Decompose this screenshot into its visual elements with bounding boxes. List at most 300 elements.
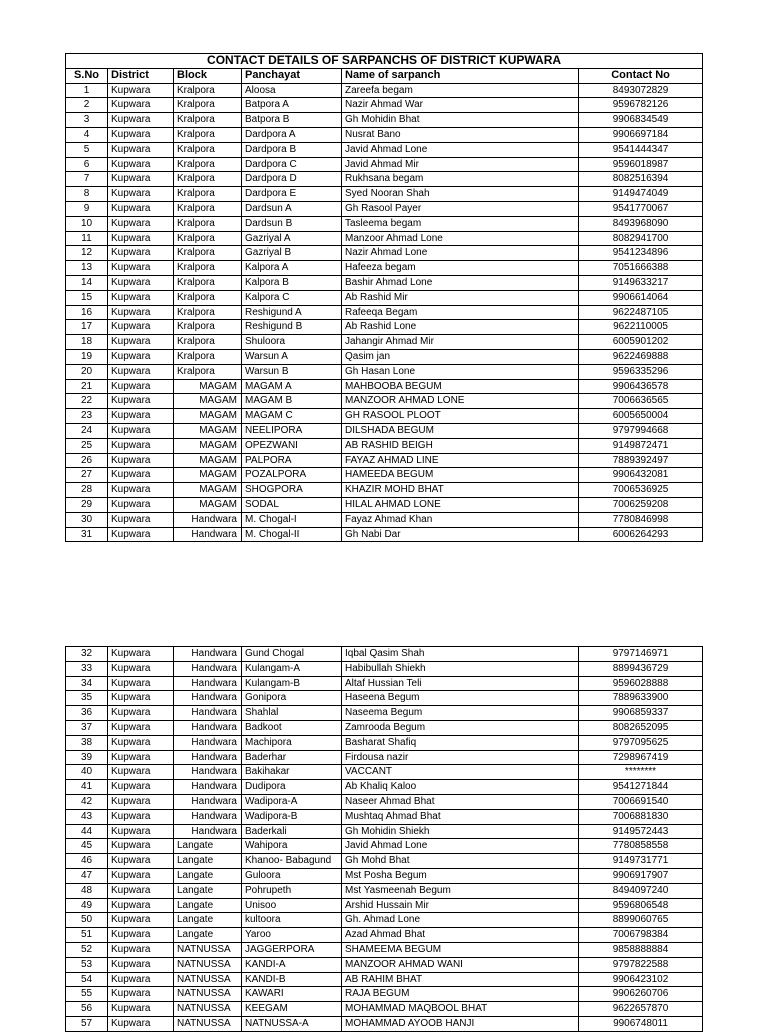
cell-contact: 9906748011 <box>579 1016 703 1031</box>
table-row <box>66 468 703 483</box>
cell-panchayat: Dardpora A <box>242 127 342 142</box>
cell-block: MAGAM <box>174 483 242 498</box>
cell-block: Handwara <box>174 676 242 691</box>
cell-sarpanch-name: Gh. Ahmad Lone <box>342 913 579 928</box>
cell-panchayat: Gonipora <box>242 691 342 706</box>
cell-contact: 7006798384 <box>579 928 703 943</box>
cell-contact: 8082516394 <box>579 172 703 187</box>
cell-block: Langate <box>174 854 242 869</box>
cell-sno: 35 <box>66 691 108 706</box>
cell-contact: 9149474049 <box>579 187 703 202</box>
cell-contact: 9622469888 <box>579 349 703 364</box>
cell-contact: 9622487105 <box>579 305 703 320</box>
cell-contact: 9596018987 <box>579 157 703 172</box>
cell-panchayat: Batpora B <box>242 113 342 128</box>
cell-sno: 10 <box>66 216 108 231</box>
table-row <box>66 483 703 498</box>
cell-panchayat: Pohrupeth <box>242 883 342 898</box>
cell-block: Langate <box>174 839 242 854</box>
cell-block: Kralpora <box>174 113 242 128</box>
cell-block: Handwara <box>174 647 242 662</box>
cell-sarpanch-name: MANZOOR AHMAD WANI <box>342 957 579 972</box>
cell-block: Kralpora <box>174 290 242 305</box>
cell-district: Kupwara <box>108 335 174 350</box>
cell-contact: 9906614064 <box>579 290 703 305</box>
cell-panchayat: KEEGAM <box>242 1002 342 1017</box>
table-row <box>66 246 703 261</box>
cell-district: Kupwara <box>108 1016 174 1031</box>
cell-sno: 3 <box>66 113 108 128</box>
table-row <box>66 157 703 172</box>
cell-sarpanch-name: Azad Ahmad Bhat <box>342 928 579 943</box>
cell-contact: 6006264293 <box>579 527 703 542</box>
cell-contact: 9149633217 <box>579 275 703 290</box>
cell-sarpanch-name: Zamrooda Begum <box>342 720 579 735</box>
cell-district: Kupwara <box>108 972 174 987</box>
cell-sno: 28 <box>66 483 108 498</box>
cell-sarpanch-name: Gh Mohidin Shiekh <box>342 824 579 839</box>
table-row <box>66 142 703 157</box>
cell-district: Kupwara <box>108 261 174 276</box>
cell-sarpanch-name: HAMEEDA BEGUM <box>342 468 579 483</box>
cell-district: Kupwara <box>108 453 174 468</box>
cell-block: Kralpora <box>174 201 242 216</box>
cell-block: Kralpora <box>174 320 242 335</box>
cell-district: Kupwara <box>108 898 174 913</box>
cell-sno: 38 <box>66 735 108 750</box>
cell-district: Kupwara <box>108 839 174 854</box>
cell-sarpanch-name: Altaf Hussian Teli <box>342 676 579 691</box>
cell-panchayat: Dardpora E <box>242 187 342 202</box>
cell-district: Kupwara <box>108 794 174 809</box>
cell-sno: 47 <box>66 868 108 883</box>
cell-panchayat: KANDI-B <box>242 972 342 987</box>
cell-contact: 8494097240 <box>579 883 703 898</box>
cell-contact: 9541271844 <box>579 780 703 795</box>
header-block: Block <box>174 68 242 83</box>
cell-district: Kupwara <box>108 409 174 424</box>
cell-district: Kupwara <box>108 661 174 676</box>
cell-block: Handwara <box>174 750 242 765</box>
cell-block: MAGAM <box>174 409 242 424</box>
cell-sarpanch-name: Gh Mohd Bhat <box>342 854 579 869</box>
cell-sno: 39 <box>66 750 108 765</box>
table-row <box>66 750 703 765</box>
cell-contact: 9149872471 <box>579 438 703 453</box>
cell-panchayat: JAGGERPORA <box>242 942 342 957</box>
cell-contact: 7006536925 <box>579 483 703 498</box>
cell-panchayat: kultoora <box>242 913 342 928</box>
cell-contact: 7889392497 <box>579 453 703 468</box>
cell-sarpanch-name: Javid Ahmad Lone <box>342 142 579 157</box>
cell-sno: 50 <box>66 913 108 928</box>
cell-sno: 25 <box>66 438 108 453</box>
header-row <box>66 68 703 83</box>
cell-sno: 40 <box>66 765 108 780</box>
cell-block: MAGAM <box>174 379 242 394</box>
cell-sno: 46 <box>66 854 108 869</box>
cell-sno: 51 <box>66 928 108 943</box>
cell-contact: 9906423102 <box>579 972 703 987</box>
cell-sarpanch-name: Ab Rashid Lone <box>342 320 579 335</box>
cell-sno: 16 <box>66 305 108 320</box>
cell-sno: 34 <box>66 676 108 691</box>
cell-contact: 9906436578 <box>579 379 703 394</box>
cell-contact: 8082941700 <box>579 231 703 246</box>
table-row <box>66 438 703 453</box>
cell-block: Kralpora <box>174 364 242 379</box>
table-row <box>66 957 703 972</box>
cell-sno: 8 <box>66 187 108 202</box>
cell-district: Kupwara <box>108 1002 174 1017</box>
cell-sarpanch-name: Qasim jan <box>342 349 579 364</box>
cell-contact: 9596806548 <box>579 898 703 913</box>
header-panchayat: Panchayat <box>242 68 342 83</box>
cell-block: Handwara <box>174 780 242 795</box>
cell-contact: 8899060765 <box>579 913 703 928</box>
cell-panchayat: Gund Chogal <box>242 647 342 662</box>
cell-sarpanch-name: Javid Ahmad Lone <box>342 839 579 854</box>
cell-sno: 27 <box>66 468 108 483</box>
cell-contact: 7006881830 <box>579 809 703 824</box>
table-row <box>66 883 703 898</box>
cell-panchayat: Reshigund B <box>242 320 342 335</box>
cell-block: Handwara <box>174 661 242 676</box>
table-row <box>66 290 703 305</box>
cell-sarpanch-name: RAJA BEGUM <box>342 987 579 1002</box>
cell-panchayat: Batpora A <box>242 98 342 113</box>
table-row <box>66 527 703 542</box>
cell-panchayat: NATNUSSA-A <box>242 1016 342 1031</box>
table-row <box>66 647 703 662</box>
cell-district: Kupwara <box>108 854 174 869</box>
table-row <box>66 706 703 721</box>
cell-sno: 29 <box>66 497 108 512</box>
cell-district: Kupwara <box>108 231 174 246</box>
cell-sno: 43 <box>66 809 108 824</box>
cell-district: Kupwara <box>108 187 174 202</box>
cell-sarpanch-name: MANZOOR AHMAD LONE <box>342 394 579 409</box>
table-row <box>66 794 703 809</box>
cell-sarpanch-name: Fayaz Ahmad Khan <box>342 512 579 527</box>
cell-district: Kupwara <box>108 423 174 438</box>
cell-district: Kupwara <box>108 216 174 231</box>
cell-sno: 11 <box>66 231 108 246</box>
cell-district: Kupwara <box>108 676 174 691</box>
cell-sarpanch-name: Ab Khaliq Kaloo <box>342 780 579 795</box>
cell-district: Kupwara <box>108 942 174 957</box>
cell-district: Kupwara <box>108 512 174 527</box>
cell-sarpanch-name: Haseena Begum <box>342 691 579 706</box>
cell-sarpanch-name: Ab Rashid Mir <box>342 290 579 305</box>
cell-district: Kupwara <box>108 735 174 750</box>
table-row <box>66 98 703 113</box>
cell-panchayat: POZALPORA <box>242 468 342 483</box>
cell-sno: 7 <box>66 172 108 187</box>
table-row <box>66 512 703 527</box>
table-row <box>66 735 703 750</box>
cell-panchayat: Bakihakar <box>242 765 342 780</box>
cell-district: Kupwara <box>108 987 174 1002</box>
cell-sno: 13 <box>66 261 108 276</box>
cell-district: Kupwara <box>108 290 174 305</box>
cell-block: Kralpora <box>174 261 242 276</box>
cell-sno: 33 <box>66 661 108 676</box>
cell-sarpanch-name: FAYAZ AHMAD LINE <box>342 453 579 468</box>
cell-sarpanch-name: HILAL AHMAD LONE <box>342 497 579 512</box>
cell-district: Kupwara <box>108 868 174 883</box>
cell-sarpanch-name: Nazir Ahmad War <box>342 98 579 113</box>
cell-block: NATNUSSA <box>174 972 242 987</box>
cell-sarpanch-name: Naseema Begum <box>342 706 579 721</box>
cell-sarpanch-name: Manzoor Ahmad Lone <box>342 231 579 246</box>
cell-district: Kupwara <box>108 720 174 735</box>
cell-sno: 15 <box>66 290 108 305</box>
cell-contact: 7006691540 <box>579 794 703 809</box>
cell-panchayat: Guloora <box>242 868 342 883</box>
cell-panchayat: Gazriyal B <box>242 246 342 261</box>
cell-district: Kupwara <box>108 157 174 172</box>
cell-sno: 1 <box>66 83 108 98</box>
header-sno: S.No <box>66 68 108 83</box>
cell-sarpanch-name: Gh Rasool Payer <box>342 201 579 216</box>
cell-sno: 5 <box>66 142 108 157</box>
cell-block: Kralpora <box>174 335 242 350</box>
cell-panchayat: MAGAM A <box>242 379 342 394</box>
cell-district: Kupwara <box>108 957 174 972</box>
table-row <box>66 453 703 468</box>
table-row <box>66 231 703 246</box>
cell-sarpanch-name: Tasleema begam <box>342 216 579 231</box>
cell-contact: 9596028888 <box>579 676 703 691</box>
cell-contact: 7006259208 <box>579 497 703 512</box>
cell-panchayat: Gazriyal A <box>242 231 342 246</box>
cell-sarpanch-name: Syed Nooran Shah <box>342 187 579 202</box>
cell-block: Kralpora <box>174 231 242 246</box>
cell-contact: 9906697184 <box>579 127 703 142</box>
cell-contact: 9149572443 <box>579 824 703 839</box>
cell-sarpanch-name: Nusrat Bano <box>342 127 579 142</box>
cell-panchayat: M. Chogal-I <box>242 512 342 527</box>
cell-panchayat: Badkoot <box>242 720 342 735</box>
cell-contact: 9797146971 <box>579 647 703 662</box>
cell-panchayat: Wadipora-A <box>242 794 342 809</box>
cell-panchayat: Dudipora <box>242 780 342 795</box>
cell-block: NATNUSSA <box>174 942 242 957</box>
cell-block: MAGAM <box>174 497 242 512</box>
table-row <box>66 320 703 335</box>
cell-block: NATNUSSA <box>174 1002 242 1017</box>
cell-sarpanch-name: Javid Ahmad Mir <box>342 157 579 172</box>
cell-sno: 22 <box>66 394 108 409</box>
cell-district: Kupwara <box>108 83 174 98</box>
cell-district: Kupwara <box>108 305 174 320</box>
cell-panchayat: Wadipora-B <box>242 809 342 824</box>
cell-sno: 6 <box>66 157 108 172</box>
cell-sno: 17 <box>66 320 108 335</box>
cell-panchayat: Baderkali <box>242 824 342 839</box>
cell-sno: 32 <box>66 647 108 662</box>
cell-contact: 9541444347 <box>579 142 703 157</box>
cell-panchayat: OPEZWANI <box>242 438 342 453</box>
cell-sarpanch-name: Zareefa begam <box>342 83 579 98</box>
cell-district: Kupwara <box>108 765 174 780</box>
cell-contact: 9149731771 <box>579 854 703 869</box>
cell-sarpanch-name: Bashir Ahmad Lone <box>342 275 579 290</box>
cell-sarpanch-name: DILSHADA BEGUM <box>342 423 579 438</box>
cell-sno: 20 <box>66 364 108 379</box>
cell-block: Handwara <box>174 735 242 750</box>
table-row <box>66 423 703 438</box>
cell-panchayat: PALPORA <box>242 453 342 468</box>
table-row <box>66 898 703 913</box>
sarpanch-table-part1 <box>65 53 703 542</box>
cell-sarpanch-name: Rafeeqa Begam <box>342 305 579 320</box>
table-row <box>66 305 703 320</box>
table-row <box>66 187 703 202</box>
cell-panchayat: Dardsun A <box>242 201 342 216</box>
cell-contact: 9596782126 <box>579 98 703 113</box>
cell-district: Kupwara <box>108 201 174 216</box>
table-row <box>66 824 703 839</box>
cell-block: Kralpora <box>174 83 242 98</box>
header-district: District <box>108 68 174 83</box>
cell-district: Kupwara <box>108 647 174 662</box>
cell-contact: 8899436729 <box>579 661 703 676</box>
table-row <box>66 661 703 676</box>
cell-sarpanch-name: MOHAMMAD AYOOB HANJI <box>342 1016 579 1031</box>
cell-sno: 36 <box>66 706 108 721</box>
cell-sno: 9 <box>66 201 108 216</box>
cell-block: Langate <box>174 868 242 883</box>
cell-panchayat: Kalpora A <box>242 261 342 276</box>
cell-panchayat: Khanoo- Babagund <box>242 854 342 869</box>
cell-panchayat: KAWARI <box>242 987 342 1002</box>
cell-block: Handwara <box>174 794 242 809</box>
table-row <box>66 765 703 780</box>
cell-district: Kupwara <box>108 691 174 706</box>
table-row <box>66 261 703 276</box>
cell-district: Kupwara <box>108 483 174 498</box>
cell-sarpanch-name: AB RAHIM BHAT <box>342 972 579 987</box>
cell-sarpanch-name: Gh Mohidin Bhat <box>342 113 579 128</box>
cell-panchayat: NEELIPORA <box>242 423 342 438</box>
cell-panchayat: Dardpora B <box>242 142 342 157</box>
cell-block: Kralpora <box>174 216 242 231</box>
cell-panchayat: Kalpora B <box>242 275 342 290</box>
cell-contact: 9596335296 <box>579 364 703 379</box>
cell-sno: 49 <box>66 898 108 913</box>
cell-contact: 7006636565 <box>579 394 703 409</box>
cell-panchayat: MAGAM C <box>242 409 342 424</box>
cell-district: Kupwara <box>108 379 174 394</box>
cell-panchayat: Machipora <box>242 735 342 750</box>
cell-district: Kupwara <box>108 706 174 721</box>
cell-sarpanch-name: Nazir Ahmad Lone <box>342 246 579 261</box>
cell-sarpanch-name: Jahangir Ahmad Mir <box>342 335 579 350</box>
cell-contact: 8082652095 <box>579 720 703 735</box>
cell-block: Kralpora <box>174 157 242 172</box>
table-row <box>66 83 703 98</box>
cell-panchayat: Yaroo <box>242 928 342 943</box>
cell-district: Kupwara <box>108 320 174 335</box>
table-row <box>66 379 703 394</box>
cell-sno: 56 <box>66 1002 108 1017</box>
cell-panchayat: Dardsun B <box>242 216 342 231</box>
cell-block: Handwara <box>174 706 242 721</box>
cell-contact: 6005901202 <box>579 335 703 350</box>
cell-sarpanch-name: Firdousa nazir <box>342 750 579 765</box>
cell-contact: ******** <box>579 765 703 780</box>
cell-sno: 4 <box>66 127 108 142</box>
table-row <box>66 201 703 216</box>
cell-sarpanch-name: Gh Hasan Lone <box>342 364 579 379</box>
cell-sno: 30 <box>66 512 108 527</box>
cell-contact: 7298967419 <box>579 750 703 765</box>
cell-panchayat: Shahlal <box>242 706 342 721</box>
cell-block: Kralpora <box>174 187 242 202</box>
cell-contact: 9797994668 <box>579 423 703 438</box>
cell-panchayat: KANDI-A <box>242 957 342 972</box>
cell-sarpanch-name: Rukhsana begam <box>342 172 579 187</box>
cell-panchayat: Warsun B <box>242 364 342 379</box>
cell-contact: 9906834549 <box>579 113 703 128</box>
table-row <box>66 364 703 379</box>
cell-block: Kralpora <box>174 305 242 320</box>
cell-sarpanch-name: Naseer Ahmad Bhat <box>342 794 579 809</box>
cell-panchayat: SODAL <box>242 497 342 512</box>
cell-panchayat: Dardpora C <box>242 157 342 172</box>
cell-block: Langate <box>174 898 242 913</box>
cell-district: Kupwara <box>108 349 174 364</box>
cell-block: Handwara <box>174 765 242 780</box>
cell-panchayat: Dardpora D <box>242 172 342 187</box>
cell-district: Kupwara <box>108 246 174 261</box>
cell-sarpanch-name: Habibullah Shiekh <box>342 661 579 676</box>
cell-sarpanch-name: MAHBOOBA BEGUM <box>342 379 579 394</box>
cell-sno: 44 <box>66 824 108 839</box>
cell-sno: 45 <box>66 839 108 854</box>
cell-contact: 8493968090 <box>579 216 703 231</box>
cell-sno: 19 <box>66 349 108 364</box>
cell-district: Kupwara <box>108 275 174 290</box>
cell-block: MAGAM <box>174 453 242 468</box>
cell-block: Langate <box>174 883 242 898</box>
table-row <box>66 394 703 409</box>
cell-sarpanch-name: GH RASOOL PLOOT <box>342 409 579 424</box>
cell-contact: 9797095625 <box>579 735 703 750</box>
table-row <box>66 942 703 957</box>
sarpanch-table-part2 <box>65 646 703 1032</box>
cell-block: Handwara <box>174 512 242 527</box>
cell-panchayat: Reshigund A <box>242 305 342 320</box>
cell-panchayat: SHOGPORA <box>242 483 342 498</box>
cell-block: NATNUSSA <box>174 1016 242 1031</box>
cell-panchayat: Shuloora <box>242 335 342 350</box>
cell-district: Kupwara <box>108 438 174 453</box>
cell-contact: 9622110005 <box>579 320 703 335</box>
cell-sarpanch-name: MOHAMMAD MAQBOOL BHAT <box>342 1002 579 1017</box>
cell-district: Kupwara <box>108 127 174 142</box>
cell-block: NATNUSSA <box>174 987 242 1002</box>
table-row <box>66 275 703 290</box>
cell-sno: 24 <box>66 423 108 438</box>
cell-block: Handwara <box>174 691 242 706</box>
document-title: CONTACT DETAILS OF SARPANCHS OF DISTRICT KUPWARA <box>66 54 703 69</box>
cell-district: Kupwara <box>108 750 174 765</box>
cell-block: Kralpora <box>174 142 242 157</box>
cell-contact: 7780846998 <box>579 512 703 527</box>
